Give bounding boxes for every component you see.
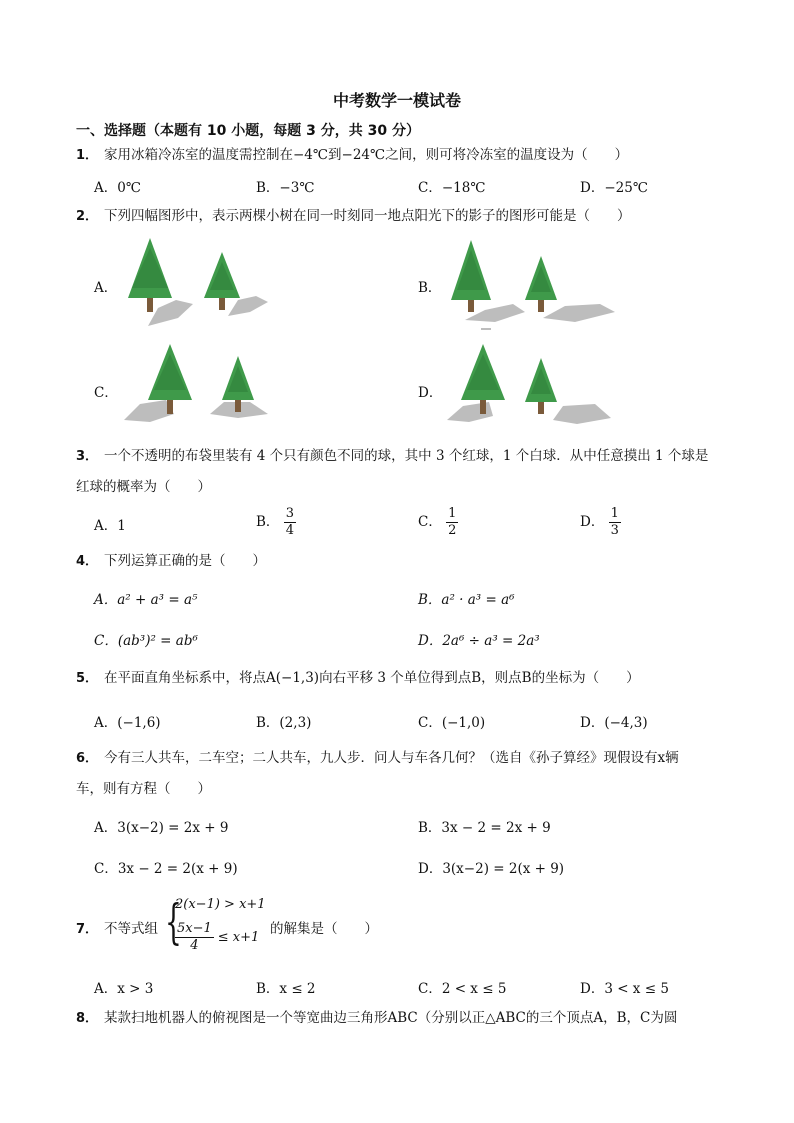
question-text-continued: 车，则有方程（ ） [76,781,211,797]
option-b [256,506,296,539]
option-d: D．3 < x ≤ 5 [580,981,669,997]
fraction: $\frac{5x-1}{4}$ [177,921,212,953]
option-b: B．−3℃ [256,180,315,196]
question-number: 7． [76,922,99,937]
question-number: 2． [76,209,99,224]
question-number: 5． [76,671,99,686]
question-text-after: 的解集是（ ） [270,921,378,937]
system-line-1: 2(x−1) > x+1 [175,897,266,912]
system-line-2: $\frac{5x-1}{4}$ ≤ x+1 [177,921,260,953]
option-c: C．(−1,0) [418,715,486,731]
option-c: C． [94,385,118,401]
question-5 [76,663,756,694]
option-d: D．−25℃ [580,180,648,196]
question-text: 下列四幅图形中，表示两棵小树在同一时刻同一地点阳光下的影子的图形可能是（ ） [104,208,631,224]
question-4 [76,546,756,577]
option-d: D．2a⁶ ÷ a³ = 2a³ [418,633,540,649]
option-c: C．−18℃ [418,180,486,196]
option-a: A．0℃ [94,180,141,196]
page-title: 中考数学一模试卷 [332,91,461,110]
option-a: A．(−1,6) [94,715,161,731]
option-a: A． [94,280,118,296]
fraction: $\frac{1}{2}$ [448,506,457,538]
question-text: 今有三人共车，二车空；二人共车，九人步．问人与车各几何？（选自《孙子算经》现假设有x辆 [104,750,679,766]
question-6 [76,743,756,804]
option-b: B． [418,280,442,296]
question-3 [76,441,756,502]
trees-image-d [445,344,615,426]
option-b: B．3x − 2 = 2x + 9 [418,820,551,836]
question-number: 4． [76,554,99,569]
option-c: C．2 < x ≤ 5 [418,981,507,997]
question-text: 一个不透明的布袋里装有 4 个只有颜色不同的球，其中 3 个红球，1 个白球．从中任意摸出 1 个球是 [104,448,709,464]
trees-image-c [120,344,270,426]
question-number: 1． [76,148,99,163]
question-text: 某款扫地机器人的俯视图是一个等宽曲边三角形ABC（分别以正△ABC的三个顶点A，B，C为圆 [104,1010,678,1026]
option-a: A．1 [94,518,126,534]
option-b: B．(2,3) [256,715,312,731]
option-b: B．x ≤ 2 [256,981,316,997]
option-c [418,506,458,539]
option-d [580,506,621,539]
question-number: 8． [76,1011,99,1026]
question-text: 不等式组 [104,921,158,937]
question-2 [76,201,756,232]
option-letter: C． [418,514,442,530]
question-text-continued: 红球的概率为（ ） [76,479,211,495]
option-d: D．(−4,3) [580,715,648,731]
question-number: 3． [76,449,99,464]
option-letter: D． [580,514,605,530]
trees-image-b [445,240,615,332]
option-c: C．(ab³)² = ab⁶ [94,633,198,649]
question-number: 6． [76,751,99,766]
question-text: 家用冰箱冷冻室的温度需控制在−4℃到−24℃之间，则可将冷冻室的温度设为（ ） [104,147,629,163]
option-letter: B． [256,514,280,530]
option-d: D．3(x−2) = 2(x + 9) [418,861,565,877]
section-heading: 一、选择题（本题有 10 小题，每题 3 分，共 30 分） [76,123,420,139]
option-a: A．3(x−2) = 2x + 9 [94,820,229,836]
question-1 [76,140,756,171]
fraction: $\frac{1}{3}$ [610,506,619,538]
question-text: 下列运算正确的是（ ） [104,553,266,569]
question-text: 在平面直角坐标系中，将点A(−1,3)向右平移 3 个单位得到点B，则点B的坐标为（ ） [104,670,640,686]
option-c: C．3x − 2 = 2(x + 9) [94,861,238,877]
question-8 [76,1003,756,1034]
option-a: A．a² + a³ = a⁵ [94,592,198,608]
question-7 [76,914,166,945]
fraction: $\frac{3}{4}$ [285,506,294,538]
trees-image-a [118,238,268,330]
system-brace: { [165,894,182,950]
option-d: D． [418,385,443,401]
option-a: A．x > 3 [94,981,154,997]
option-b: B．a² · a³ = a⁶ [418,592,515,608]
